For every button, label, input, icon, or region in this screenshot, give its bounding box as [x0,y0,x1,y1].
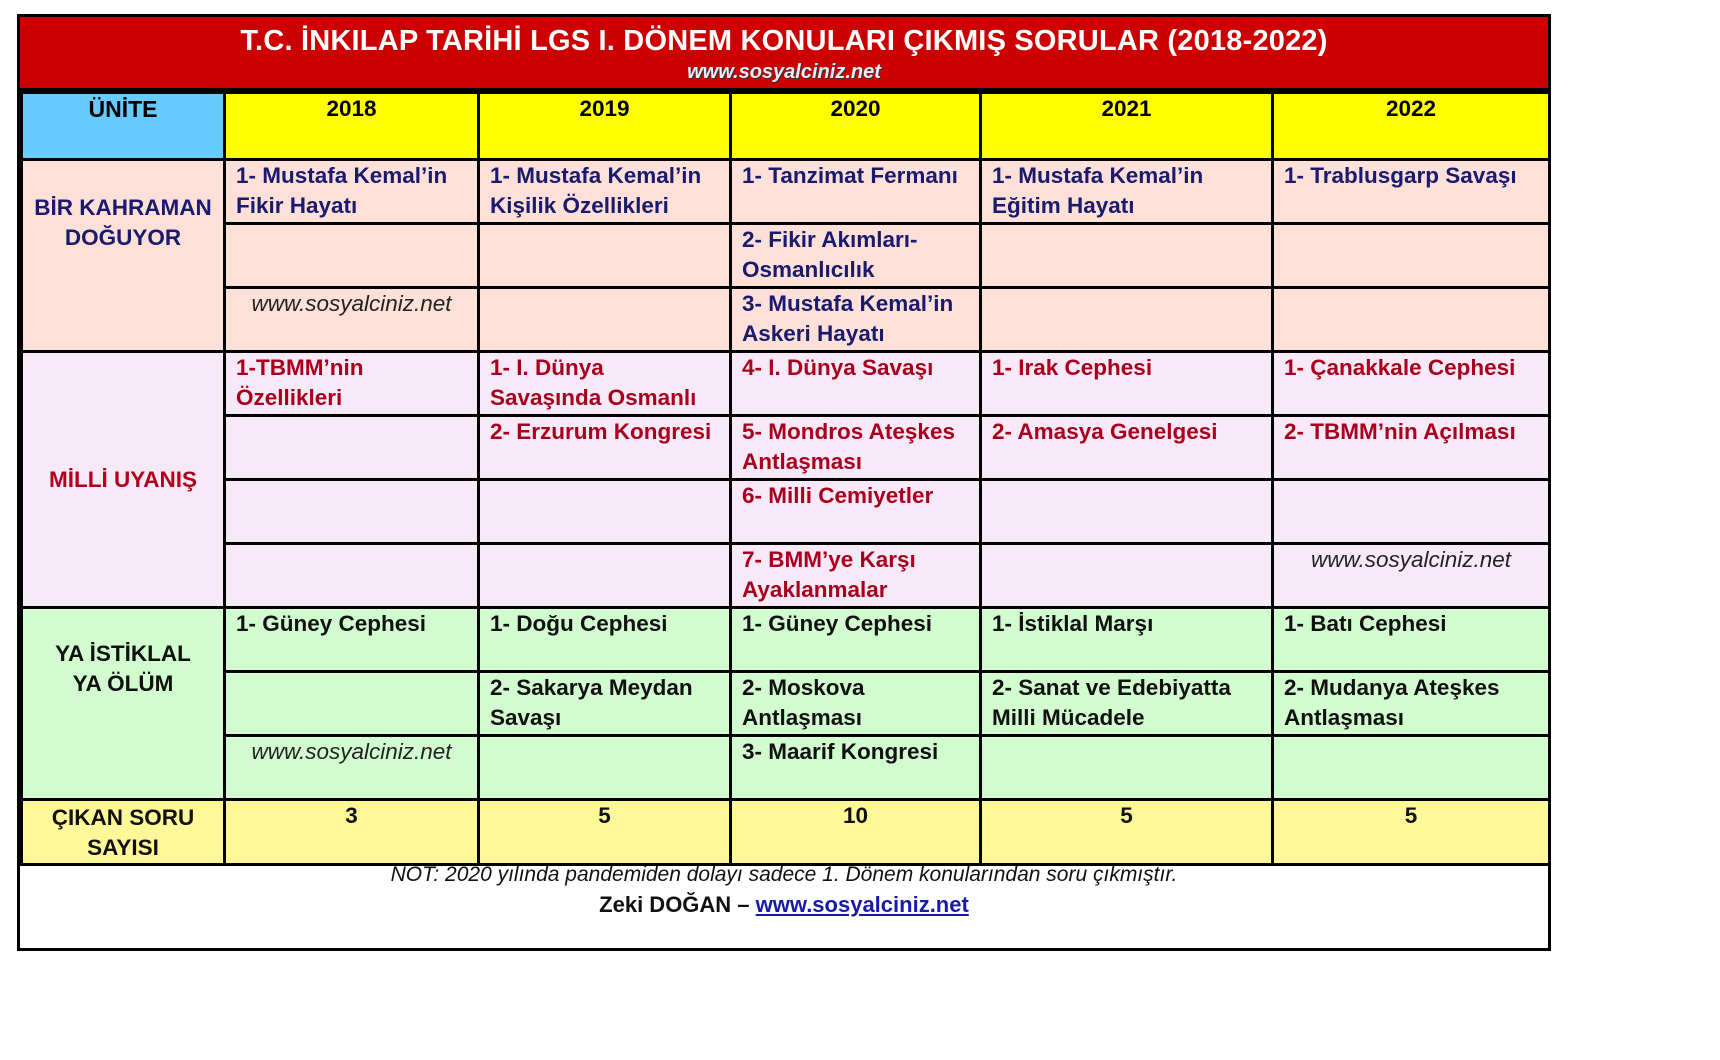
header-row [22,93,1550,160]
document-frame [17,14,1551,951]
question-count-label [22,800,225,865]
unit-name-milli-uyanis [22,352,225,608]
topic-cell [225,480,479,544]
topic-cell: 1- Mustafa Kemal’in Eğitim Hayatı [981,160,1273,224]
topic-cell [1273,736,1550,800]
count-label-line: ÇIKAN SORU [51,805,195,830]
topic-cell: 1- İstiklal Marşı [981,608,1273,672]
topic-cell [225,224,479,288]
topic-cell [981,224,1273,288]
year-header-2022: 2022 [1273,93,1550,160]
topic-cell [1273,224,1550,288]
year-header-2018: 2018 [225,93,479,160]
watermark-cell: www.sosyalciniz.net [225,288,479,352]
topic-cell: 7- BMM’ye Karşı Ayaklanmalar [731,544,981,608]
footer-note: NOT: 2020 yılında pandemiden dolayı sadece 1. Dönem konularından soru çıkmıştır. [390,863,1178,886]
count-2021: 5 [981,800,1273,865]
watermark-cell: www.sosyalciniz.net [1273,544,1550,608]
topic-cell: 2- Erzurum Kongresi [479,416,731,480]
table-row [22,480,1550,544]
count-2018: 3 [225,800,479,865]
unit-name-line: BİR KAHRAMAN [34,195,212,220]
topic-cell: 1- Batı Cephesi [1273,608,1550,672]
unit-name-ya-istiklal-ya-olum [22,608,225,800]
unit-name-line: YA İSTİKLAL [55,641,191,666]
topic-cell: 1- Doğu Cephesi [479,608,731,672]
unit-name-bir-kahraman-doguyor [22,160,225,352]
topic-cell: 1- Mustafa Kemal’in Fikir Hayatı [225,160,479,224]
count-2022: 5 [1273,800,1550,865]
count-label-line: SAYISI [87,835,159,860]
website-link[interactable]: www.sosyalciniz.net [755,892,969,917]
topic-cell [479,480,731,544]
topic-cell: 4- I. Dünya Savaşı [731,352,981,416]
table-row [22,544,1550,608]
footer-credit [20,892,1548,918]
table-row [22,736,1550,800]
topic-cell: 1- Irak Cephesi [981,352,1273,416]
table-row [22,160,1550,224]
topic-cell [981,288,1273,352]
topic-cell: 2- Sanat ve Edebiyatta Milli Mücadele [981,672,1273,736]
topic-cell: 3- Maarif Kongresi [731,736,981,800]
page-subtitle: www.sosyalciniz.net [687,61,881,83]
topic-cell [225,544,479,608]
topic-cell [981,480,1273,544]
topic-cell: 2- TBMM’nin Açılması [1273,416,1550,480]
topic-cell [981,544,1273,608]
table-row [22,224,1550,288]
page-title: T.C. İNKILAP TARİHİ LGS I. DÖNEM KONULARI ÇIKMIŞ SORULAR (2018-2022) [240,25,1328,57]
topic-cell: 2- Moskova Antlaşması [731,672,981,736]
year-header-2021: 2021 [981,93,1273,160]
table-row [22,672,1550,736]
topic-cell: 1- Tanzimat Fermanı [731,160,981,224]
topic-cell: 5- Mondros Ateşkes Antlaşması [731,416,981,480]
topic-cell: 3- Mustafa Kemal’in Askeri Hayatı [731,288,981,352]
topic-cell [479,736,731,800]
topic-cell [479,544,731,608]
topic-cell: 2- Amasya Genelgesi [981,416,1273,480]
table-row [22,352,1550,416]
unit-name-line: MİLLİ UYANIŞ [49,466,197,492]
table-row [22,416,1550,480]
table-row [22,608,1550,672]
count-2019: 5 [479,800,731,865]
author-name: Zeki DOĞAN – [599,892,750,917]
topic-cell: 1- Çanakkale Cephesi [1273,352,1550,416]
unit-name-line: YA ÖLÜM [72,671,174,696]
question-count-row [22,800,1550,865]
watermark-cell: www.sosyalciniz.net [225,736,479,800]
count-2020: 10 [731,800,981,865]
topic-cell [225,672,479,736]
topic-cell: 2- Fikir Akımları-Osmanlıcılık [731,224,981,288]
year-header-2019: 2019 [479,93,731,160]
topic-cell [1273,288,1550,352]
topic-cell: 2- Sakarya Meydan Savaşı [479,672,731,736]
title-band [20,17,1548,91]
topic-cell: 1- Mustafa Kemal’in Kişilik Özellikleri [479,160,731,224]
topic-cell: 1- Güney Cephesi [225,608,479,672]
unit-column-header: ÜNİTE [22,93,225,160]
topic-cell [479,288,731,352]
table-row [22,288,1550,352]
year-header-2020: 2020 [731,93,981,160]
unit-name-line: DOĞUYOR [64,225,182,250]
topics-table [20,91,1551,866]
footer [20,858,1548,948]
topic-cell: 1- Güney Cephesi [731,608,981,672]
topic-cell [1273,480,1550,544]
topic-cell [981,736,1273,800]
topic-cell [225,416,479,480]
topic-cell: 1- I. Dünya Savaşında Osmanlı [479,352,731,416]
topic-cell: 2- Mudanya Ateşkes Antlaşması [1273,672,1550,736]
topic-cell: 6- Milli Cemiyetler [731,480,981,544]
topic-cell: 1- Trablusgarp Savaşı [1273,160,1550,224]
topic-cell [479,224,731,288]
topic-cell: 1-TBMM’nin Özellikleri [225,352,479,416]
